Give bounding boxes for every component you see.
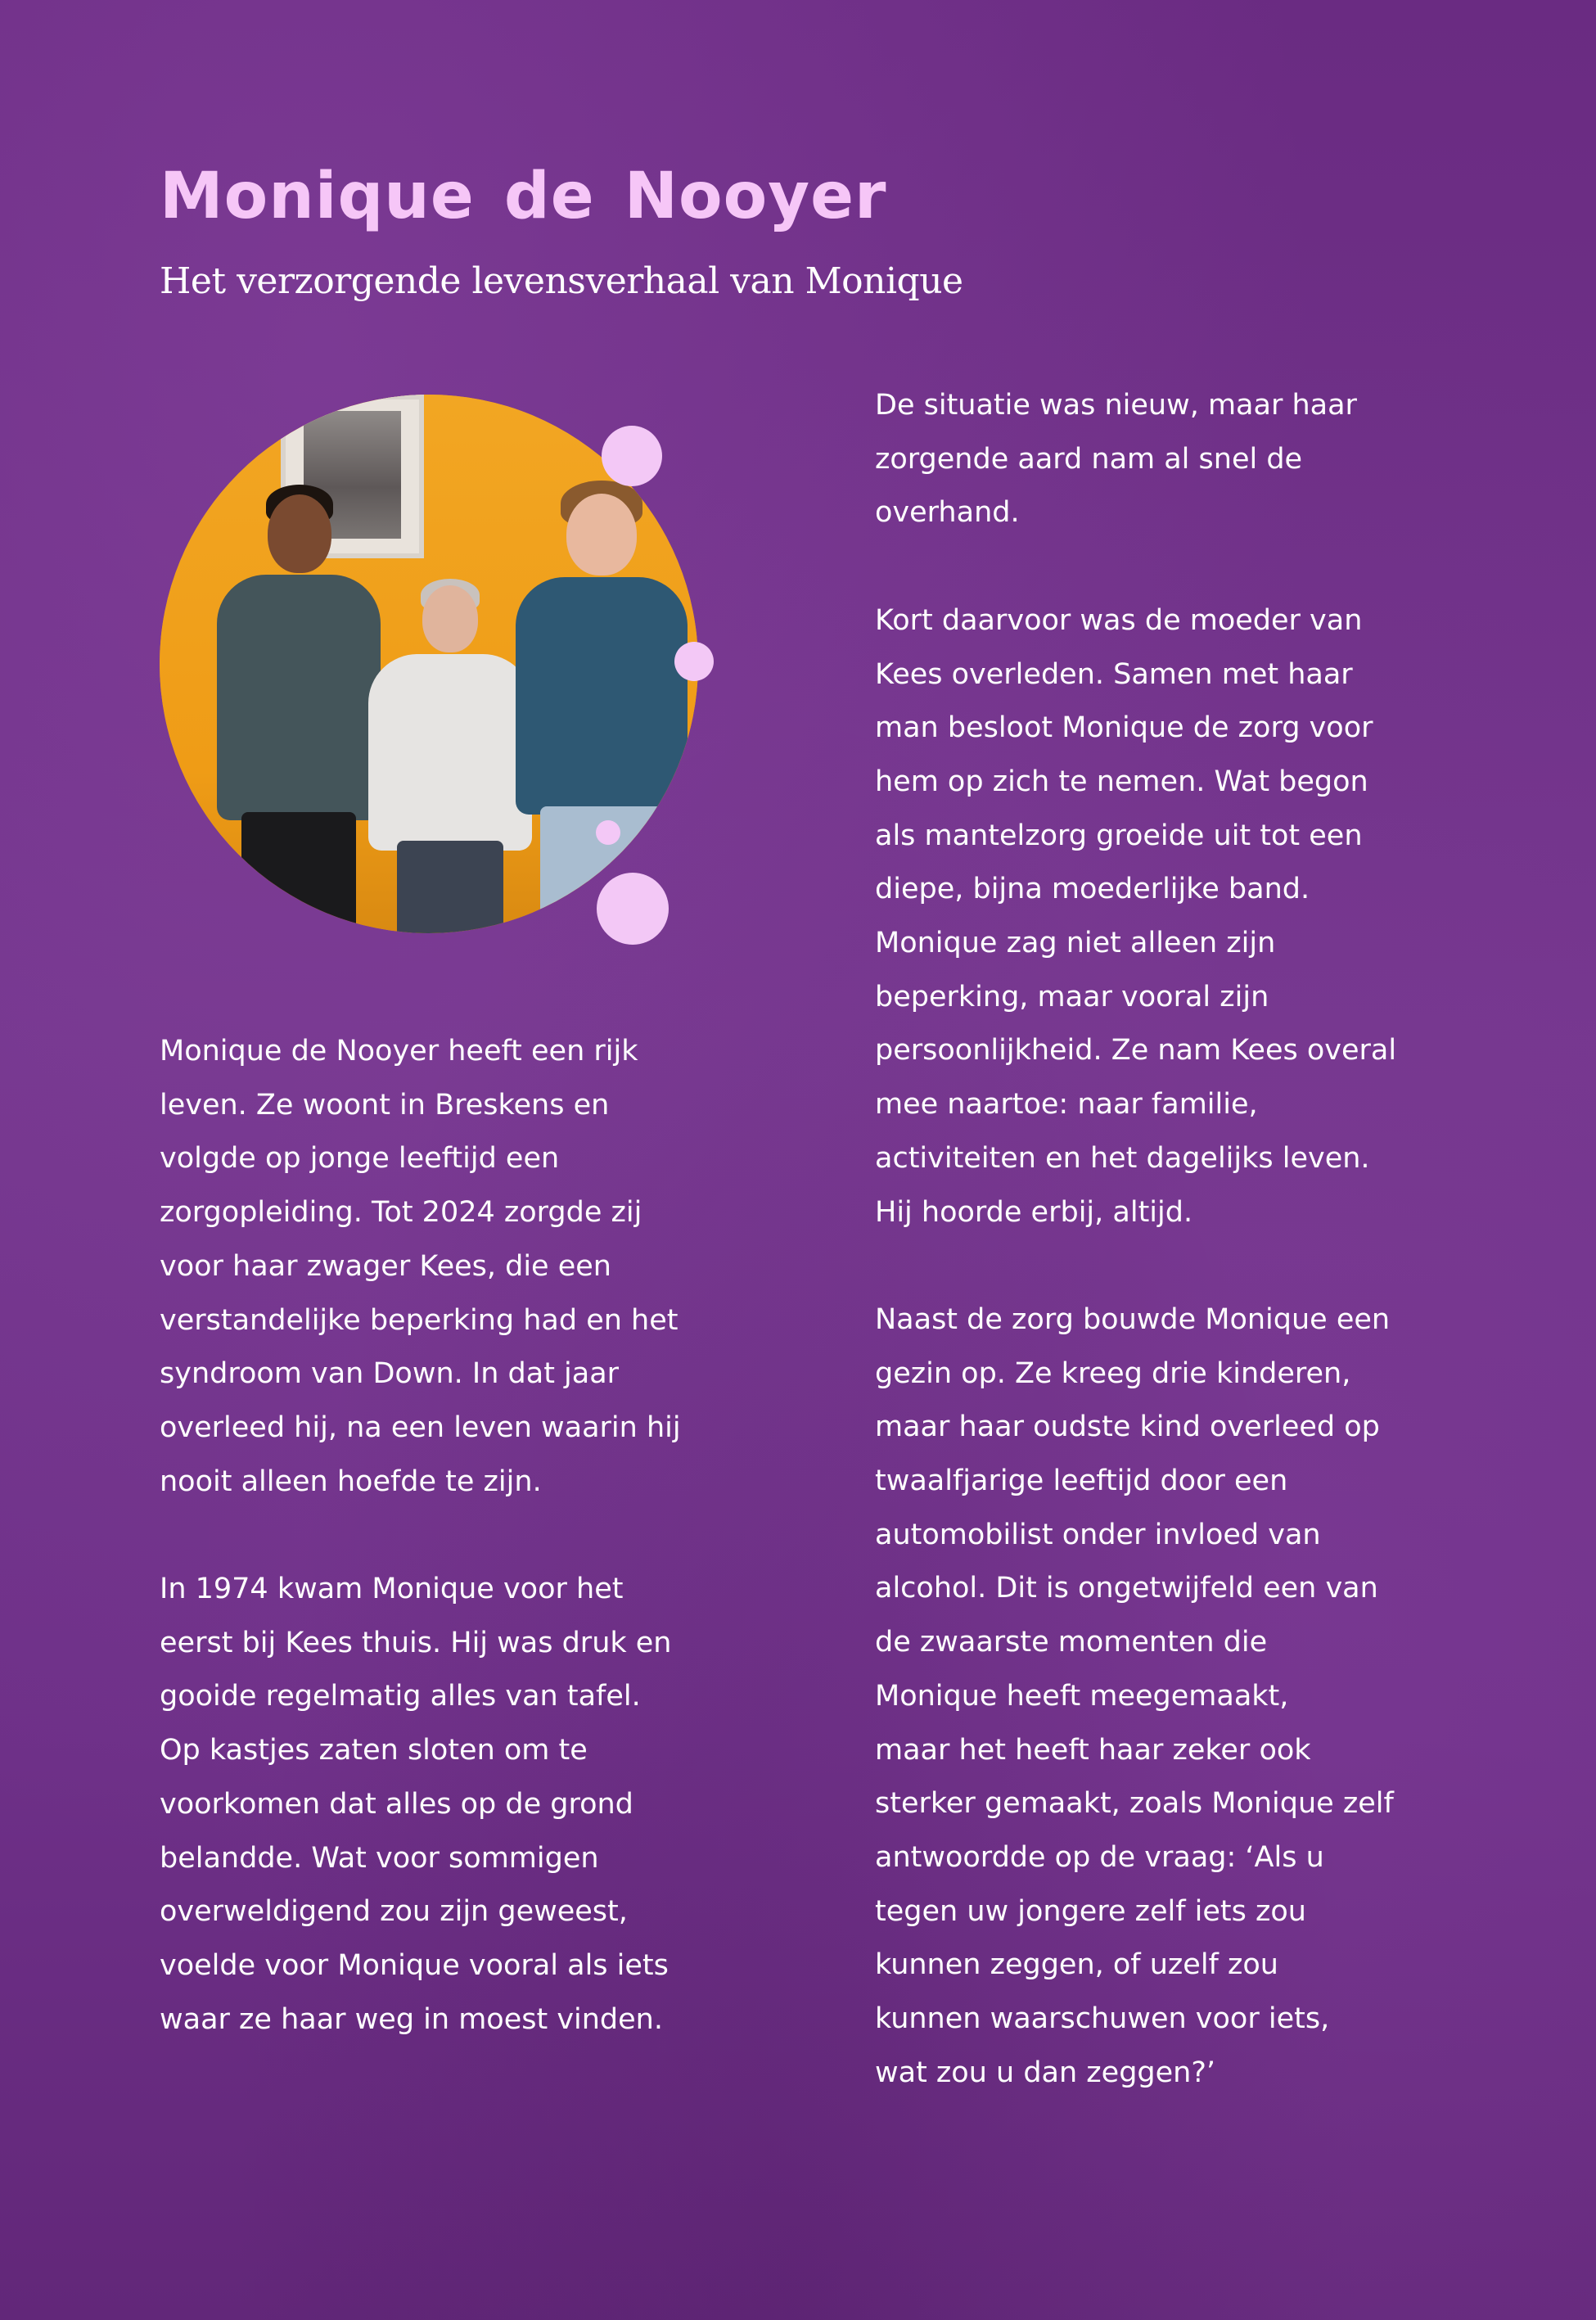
- photo-person-right: [516, 481, 688, 933]
- right-column-text: De situatie was nieuw, maar haar zorgende aard nam al snel de overhand. Kort daarvoor was de moeder van Kees overleden. Samen met haar man besloot Monique de zorg voor hem op zich te nemen. Wat begon als mantelzorg groeide uit tot een diepe, bijna moederlijke band. Monique zag niet alleen zijn beperking, maar vooral zijn persoonlijkheid. Ze nam Kees overal mee naartoe: naar familie, activiteiten en het dagelijks leven. Hij hoorde erbij, altijd. Naast de zorg bouwde Monique een gezin op. Ze kreeg drie kinderen, maar haar oudste kind overleed op twaalfjarige leeftijd door een automobilist onder invloed van alcohol. Dit is ongetwijfeld een van de zwaarste momenten die Monique heeft meegemaakt, maar het heeft haar zeker ook sterker gemaakt, zoals Monique zelf antwoordde op de vraag: ‘Als u tegen uw jongere zelf iets zou kunnen zeggen, of uzelf zou kunnen waarschuwen voor iets, wat zou u dan zeggen?’: [875, 389, 1397, 2089]
- page-subtitle: Het verzorgende levensverhaal van Monique: [160, 260, 963, 302]
- decorative-dot-small-right: [674, 642, 714, 681]
- page-title: Monique de Nooyer: [160, 160, 887, 233]
- photo-person-middle: [368, 579, 532, 933]
- decorative-dot-large-top: [602, 426, 662, 486]
- left-column-text: Monique de Nooyer heeft een rijk leven. Ze woont in Breskens en volgde op jonge leeftijd een zorgopleiding. Tot 2024 zorgde zij voor haar zwager Kees, die een verstandelijke beperking had en het syndroom van Down. In dat jaar overleed hij, na een leven waarin hij nooit alleen hoefde te zijn. In 1974 kwam Monique voor het eerst bij Kees thuis. Hij was druk en gooide regelmatig alles van tafel. Op kastjes zaten sloten om te voorkomen dat alles op de grond belandde. Wat voor sommigen overweldigend zou zijn geweest, voelde voor Monique vooral als iets waar ze haar weg in moest vinden.: [160, 1035, 681, 2036]
- decorative-dot-tiny: [596, 820, 620, 845]
- decorative-dot-large-bottom: [597, 873, 669, 945]
- photo-person-left: [217, 485, 381, 933]
